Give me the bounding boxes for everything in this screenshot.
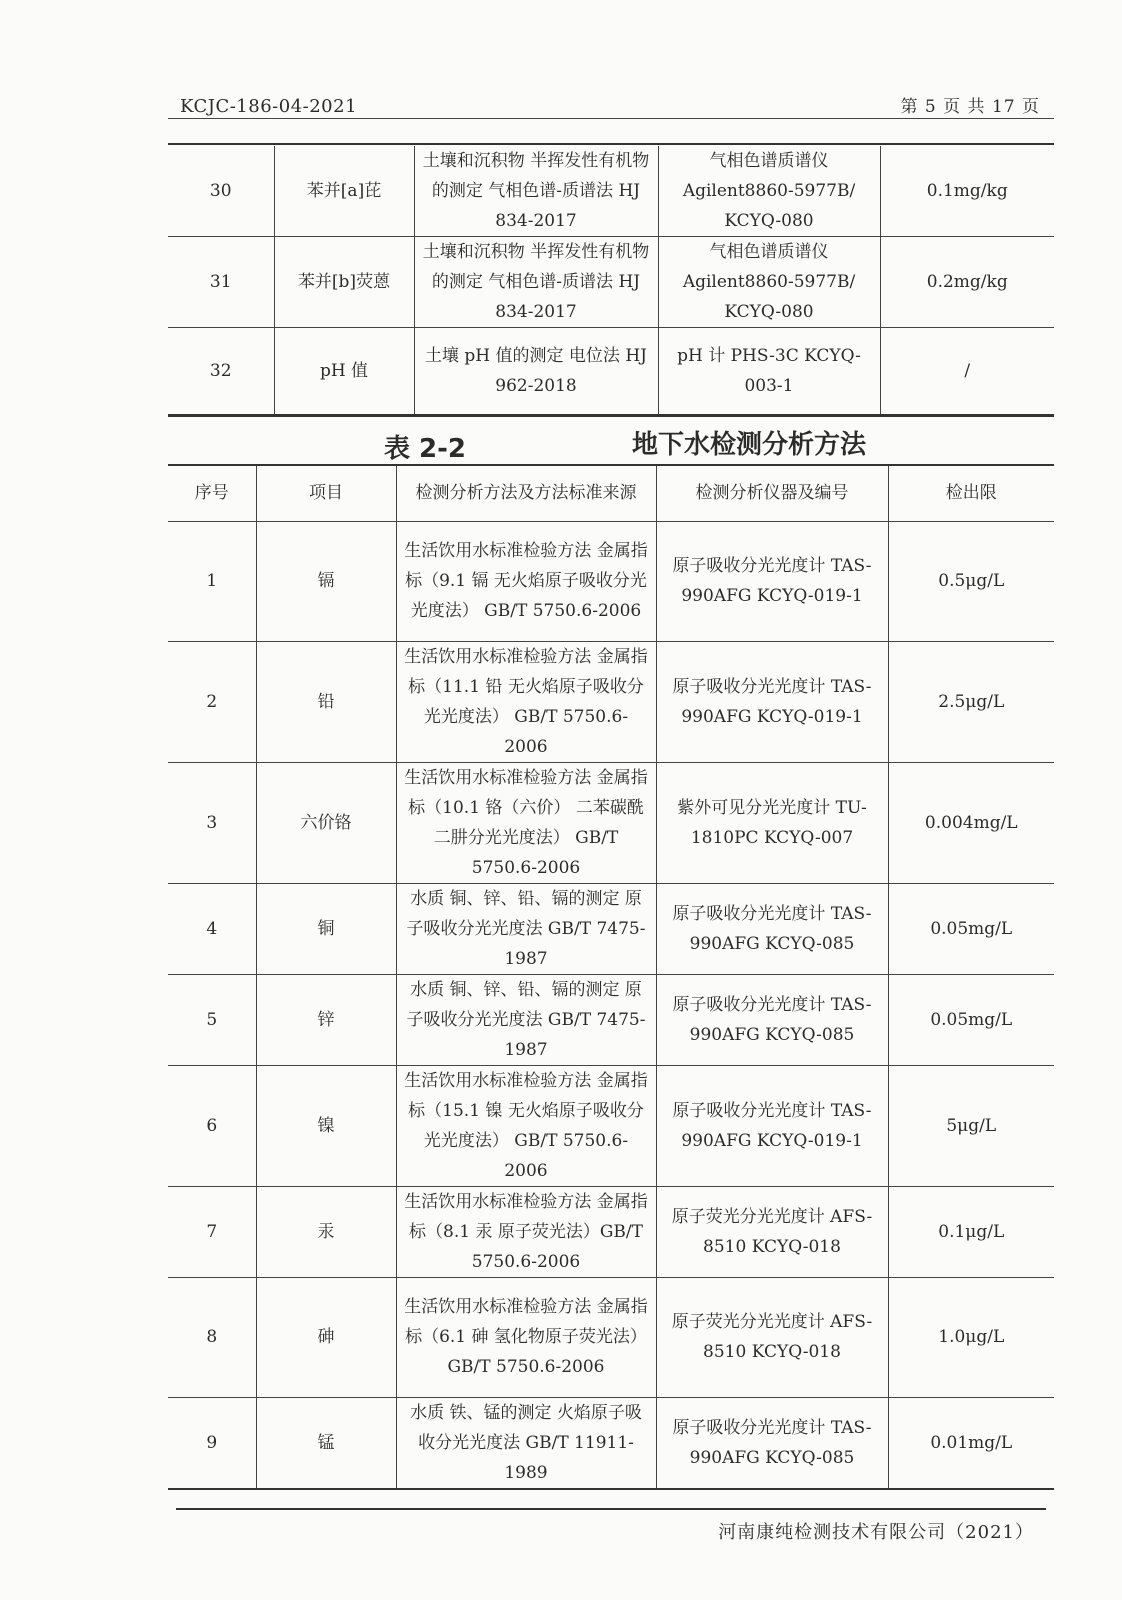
table-row [168,1397,1054,1489]
table-row [168,974,1054,1065]
cell-item: 六价铬 [256,762,396,883]
table-top-rule [168,143,1054,145]
table-row [168,641,1054,762]
cell-method: 生活饮用水标准检验方法 金属指标（15.1 镍 无火焰原子吸收分光光度法） GB/T 5750.6-2006 [396,1065,656,1186]
table-row [168,146,1054,237]
table-caption-title: 地下水检测分析方法 [632,430,867,460]
cell-method: 水质 铜、锌、铅、镉的测定 原子吸收分光光度法 GB/T 7475-1987 [396,883,656,974]
table-row [168,328,1054,416]
table-header-row [168,465,1054,521]
cell-limit: 2.5μg/L [888,641,1054,762]
cell-no: 5 [168,974,256,1065]
cell-item: 镍 [256,1065,396,1186]
cell-method: 生活饮用水标准检验方法 金属指标（9.1 镉 无火焰原子吸收分光光度法） GB/T 5750.6-2006 [396,521,656,641]
cell-instrument: 原子荧光分光光度计 AFS-8510 KCYQ-018 [656,1186,888,1277]
cell-limit: 0.5μg/L [888,521,1054,641]
cell-item: pH 值 [274,328,414,416]
cell-method: 土壤 pH 值的测定 电位法 HJ 962-2018 [414,328,658,416]
cell-no: 2 [168,641,256,762]
cell-no: 4 [168,883,256,974]
cell-no: 31 [168,237,274,328]
table-row [168,1065,1054,1186]
cell-method: 土壤和沉积物 半挥发性有机物的测定 气相色谱-质谱法 HJ 834-2017 [414,146,658,237]
cell-method: 水质 铜、锌、铅、镉的测定 原子吸收分光光度法 GB/T 7475-1987 [396,974,656,1065]
cell-no: 8 [168,1277,256,1397]
cell-no: 1 [168,521,256,641]
cell-instrument: 原子吸收分光光度计 TAS-990AFG KCYQ-019-1 [656,521,888,641]
cell-instrument: pH 计 PHS-3C KCYQ-003-1 [658,328,880,416]
table-row [168,883,1054,974]
page-info: 第 5 页 共 17 页 [900,97,1040,117]
cell-instrument: 原子吸收分光光度计 TAS-990AFG KCYQ-019-1 [656,1065,888,1186]
cell-instrument: 气相色谱质谱仪 Agilent8860-5977B/ KCYQ-080 [658,146,880,237]
footer-company: 河南康纯检测技术有限公司（2021） [718,1522,1034,1543]
groundwater-method-table-body [168,521,1054,1489]
cell-method: 土壤和沉积物 半挥发性有机物的测定 气相色谱-质谱法 HJ 834-2017 [414,237,658,328]
cell-item: 镉 [256,521,396,641]
cell-item: 锰 [256,1397,396,1489]
doc-code: KCJC-186-04-2021 [180,96,358,117]
cell-item: 铅 [256,641,396,762]
cell-method: 生活饮用水标准检验方法 金属指标（6.1 砷 氢化物原子荧光法） GB/T 5750.6-2006 [396,1277,656,1397]
cell-instrument: 原子吸收分光光度计 TAS-990AFG KCYQ-019-1 [656,641,888,762]
cell-no: 32 [168,328,274,416]
cell-item: 砷 [256,1277,396,1397]
cell-item: 苯并[b]荧蒽 [274,237,414,328]
header-method: 检测分析方法及方法标准来源 [396,465,656,521]
cell-limit: 0.1mg/kg [880,146,1054,237]
table-row [168,237,1054,328]
footer-divider [176,1508,1046,1510]
soil-method-table-body [168,146,1054,416]
cell-limit: 0.05mg/L [888,974,1054,1065]
cell-limit: 0.1μg/L [888,1186,1054,1277]
cell-no: 6 [168,1065,256,1186]
cell-limit: 0.05mg/L [888,883,1054,974]
table-row [168,1186,1054,1277]
cell-item: 汞 [256,1186,396,1277]
table-caption-number: 表 2-2 [384,434,467,464]
cell-instrument: 原子吸收分光光度计 TAS-990AFG KCYQ-085 [656,883,888,974]
cell-method: 生活饮用水标准检验方法 金属指标（10.1 铬（六价） 二苯碳酰二肼分光光度法） GB/T 5750.6-2006 [396,762,656,883]
cell-instrument: 原子吸收分光光度计 TAS-990AFG KCYQ-085 [656,1397,888,1489]
cell-limit: 5μg/L [888,1065,1054,1186]
table-row [168,521,1054,641]
cell-method: 生活饮用水标准检验方法 金属指标（8.1 汞 原子荧光法）GB/T 5750.6-2006 [396,1186,656,1277]
header-item: 项目 [256,465,396,521]
header-instrument: 检测分析仪器及编号 [656,465,888,521]
header-divider [168,118,1054,119]
soil-method-table [168,146,1054,417]
table-row [168,1277,1054,1397]
groundwater-method-table [168,464,1054,1490]
cell-method: 生活饮用水标准检验方法 金属指标（11.1 铅 无火焰原子吸收分光光度法） GB/T 5750.6-2006 [396,641,656,762]
cell-instrument: 气相色谱质谱仪 Agilent8860-5977B/ KCYQ-080 [658,237,880,328]
cell-limit: 1.0μg/L [888,1277,1054,1397]
cell-item: 苯并[a]芘 [274,146,414,237]
cell-no: 7 [168,1186,256,1277]
cell-limit: / [880,328,1054,416]
cell-method: 水质 铁、锰的测定 火焰原子吸收分光光度法 GB/T 11911-1989 [396,1397,656,1489]
cell-item: 铜 [256,883,396,974]
cell-limit: 0.004mg/L [888,762,1054,883]
cell-no: 9 [168,1397,256,1489]
cell-limit: 0.01mg/L [888,1397,1054,1489]
table-row [168,762,1054,883]
cell-item: 锌 [256,974,396,1065]
cell-instrument: 原子吸收分光光度计 TAS-990AFG KCYQ-085 [656,974,888,1065]
header-limit: 检出限 [888,465,1054,521]
cell-no: 30 [168,146,274,237]
cell-instrument: 原子荧光分光光度计 AFS-8510 KCYQ-018 [656,1277,888,1397]
cell-no: 3 [168,762,256,883]
cell-limit: 0.2mg/kg [880,237,1054,328]
header-no: 序号 [168,465,256,521]
cell-instrument: 紫外可见分光光度计 TU-1810PC KCYQ-007 [656,762,888,883]
